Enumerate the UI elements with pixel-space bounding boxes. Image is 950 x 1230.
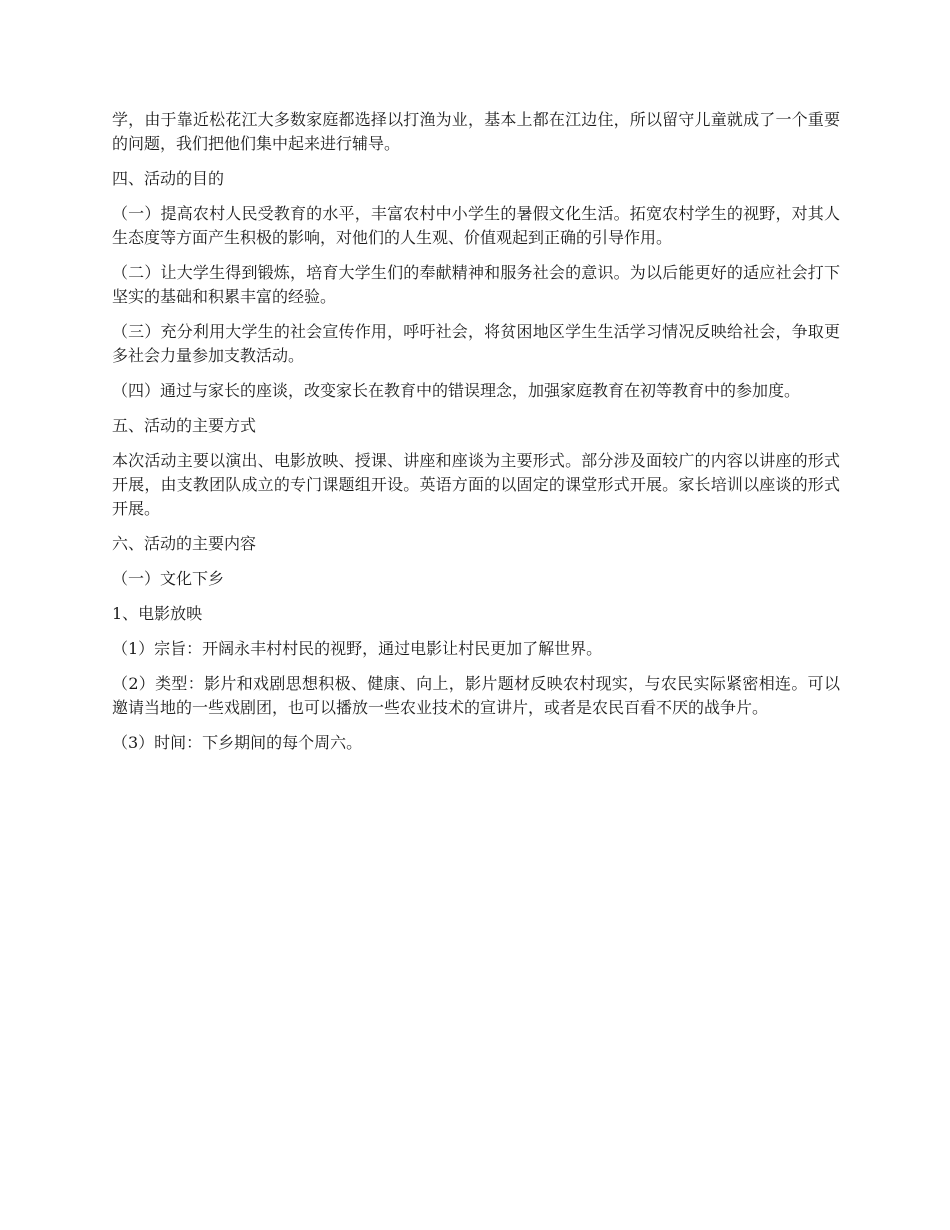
film-time: （3）时间：下乡期间的每个周六。 <box>112 733 363 752</box>
purpose-item-4: （四）通过与家长的座谈，改变家长在教育中的错误理念，加强家庭教育在初等教育中的参加度。 <box>112 381 801 400</box>
section-heading-content: 六、活动的主要内容 <box>112 534 257 553</box>
paragraph-continuation: 学，由于靠近松花江大多数家庭都选择以打渔为业，基本上都在江边住，所以留守儿童就成了一个重要的问题，我们把他们集中起来进行辅导。 <box>112 110 840 153</box>
film-purpose: （1）宗旨：开阔永丰村村民的视野，通过电影让村民更加了解世界。 <box>112 639 603 658</box>
section-heading-purpose: 四、活动的目的 <box>112 169 225 188</box>
purpose-item-1: （一）提高农村人民受教育的水平，丰富农村中小学生的暑假文化生活。拓宽农村学生的视野，对其人生态度等方面产生积极的影响，对他们的人生观、价值观起到正确的引导作用。 <box>112 204 840 247</box>
purpose-item-2: （二）让大学生得到锻炼，培育大学生们的奉献精神和服务社会的意识。为以后能更好的适应社会打下坚实的基础和积累丰富的经验。 <box>112 263 840 306</box>
methods-paragraph: 本次活动主要以演出、电影放映、授课、讲座和座谈为主要形式。部分涉及面较广的内容以讲座的形式开展，由支教团队成立的专门课题组开设。英语方面的以固定的课堂形式开展。家长培训以座谈的形式开展。 <box>112 451 840 518</box>
film-type: （2）类型：影片和戏剧思想积极、健康、向上，影片题材反映农村现实，与农民实际紧密相连。可以邀请当地的一些戏剧团，也可以播放一些农业技术的宣讲片，或者是农民百看不厌的战争片。 <box>112 674 840 717</box>
subheading-film: 1、电影放映 <box>112 604 203 623</box>
document-page <box>112 108 840 766</box>
subheading-culture: （一）文化下乡 <box>112 569 225 588</box>
section-heading-methods: 五、活动的主要方式 <box>112 416 257 435</box>
purpose-item-3: （三）充分利用大学生的社会宣传作用，呼吁社会，将贫困地区学生生活学习情况反映给社会，争取更多社会力量参加支教活动。 <box>112 322 840 365</box>
